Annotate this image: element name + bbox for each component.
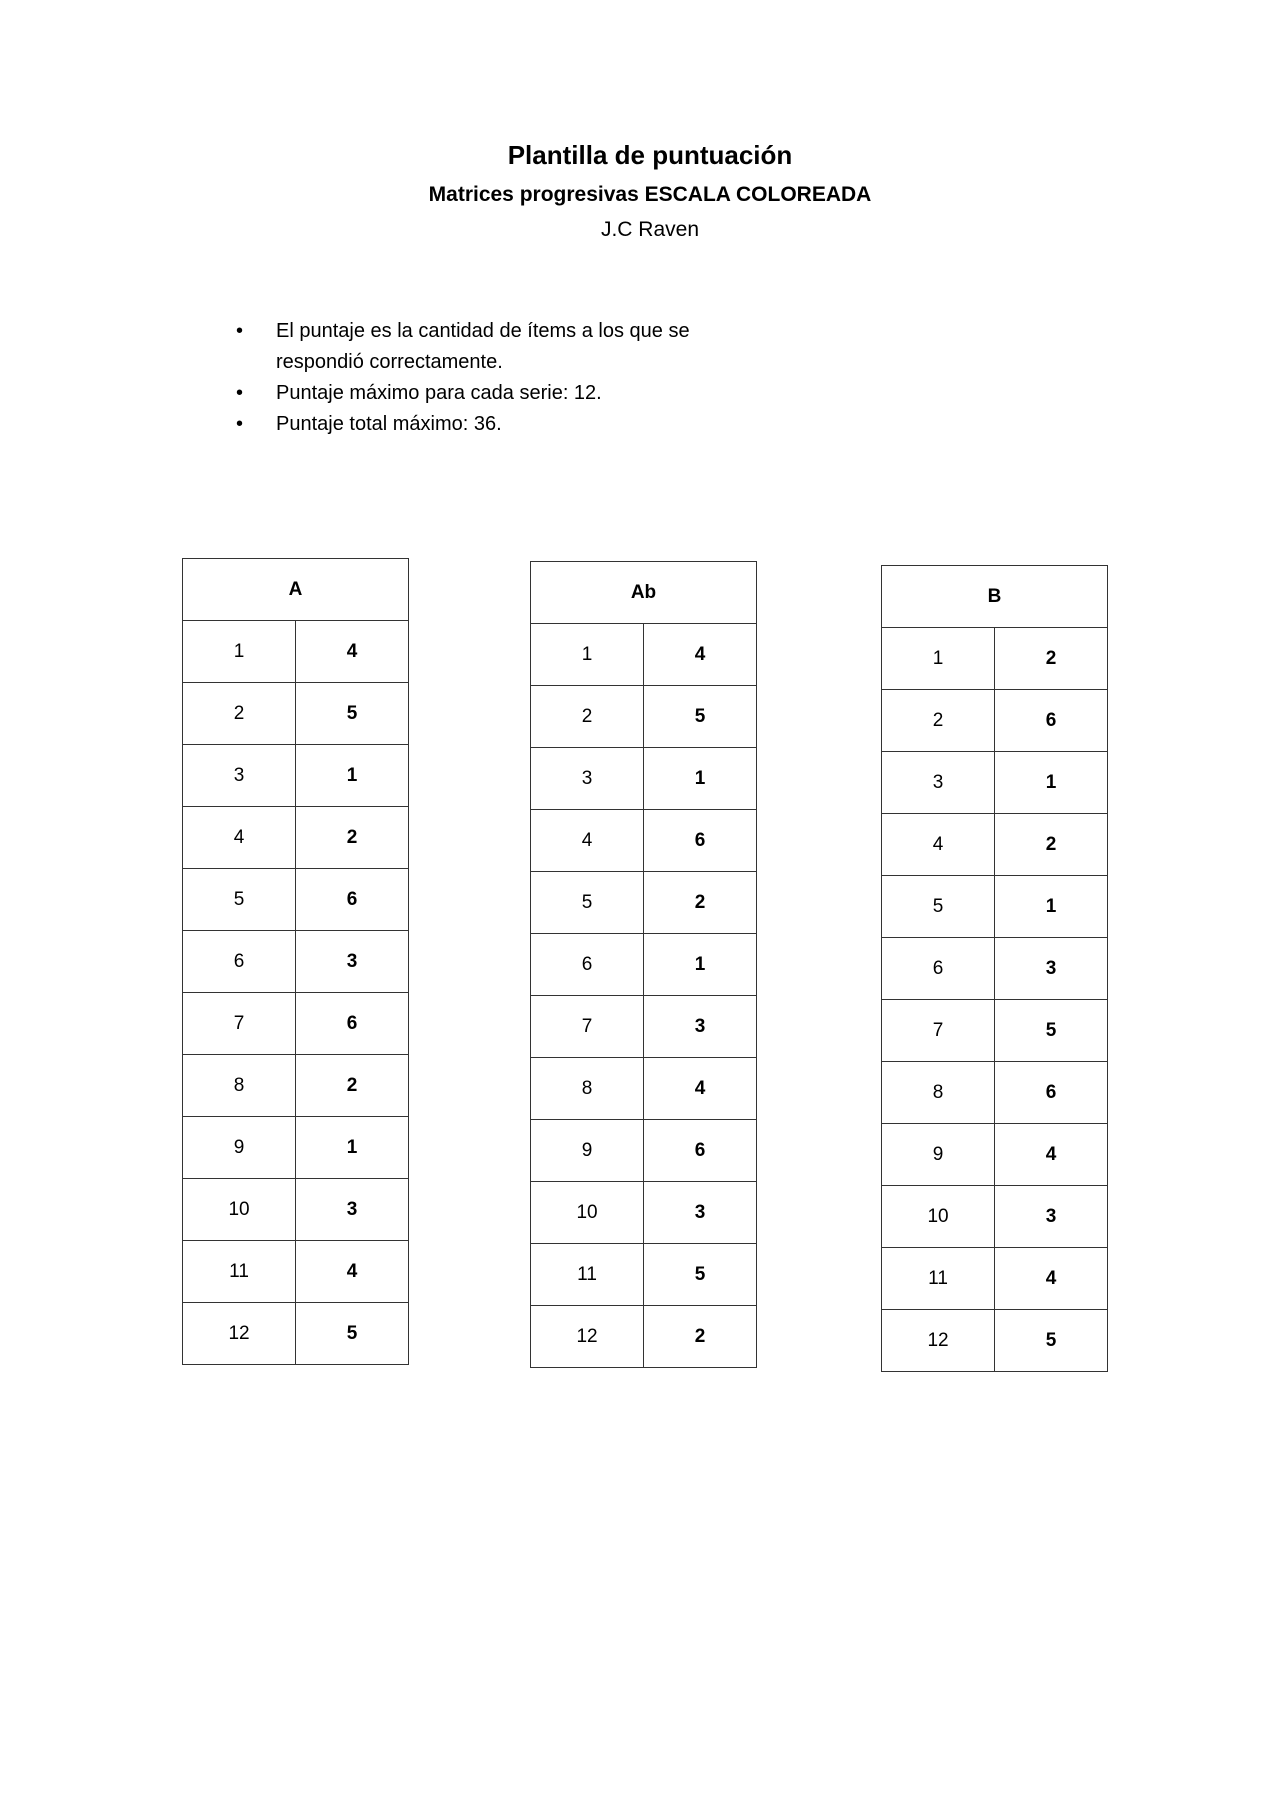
bullet-icon: •	[236, 320, 244, 342]
correct-answer: 1	[296, 1117, 409, 1179]
item-number: 12	[531, 1306, 644, 1368]
table-row	[531, 1244, 757, 1306]
correct-answer: 5	[644, 686, 757, 748]
item-number: 8	[882, 1062, 995, 1124]
table-row	[882, 690, 1108, 752]
item-number: 12	[882, 1310, 995, 1372]
item-number: 5	[531, 872, 644, 934]
table-row	[531, 934, 757, 996]
table-row	[882, 1000, 1108, 1062]
table-row	[183, 931, 409, 993]
table-row	[183, 869, 409, 931]
table-row	[882, 1186, 1108, 1248]
correct-answer: 3	[644, 996, 757, 1058]
series-table-a	[182, 558, 409, 1365]
table-row	[882, 938, 1108, 1000]
table-row	[183, 683, 409, 745]
table-row	[882, 1248, 1108, 1310]
table-row	[183, 1055, 409, 1117]
series-table-b	[881, 565, 1108, 1372]
table-row	[531, 810, 757, 872]
series-table-ab	[530, 561, 757, 1368]
item-number: 1	[531, 624, 644, 686]
correct-answer: 6	[644, 810, 757, 872]
item-number: 4	[882, 814, 995, 876]
item-number: 1	[882, 628, 995, 690]
correct-answer: 2	[644, 1306, 757, 1368]
table-row	[882, 628, 1108, 690]
correct-answer: 6	[296, 869, 409, 931]
table-row	[882, 876, 1108, 938]
table-row	[183, 1241, 409, 1303]
correct-answer: 5	[296, 683, 409, 745]
notes-list	[236, 316, 756, 440]
page-subtitle: Matrices progresivas ESCALA COLOREADA	[428, 183, 872, 206]
item-number: 7	[882, 1000, 995, 1062]
correct-answer: 3	[296, 1179, 409, 1241]
correct-answer: 1	[995, 876, 1108, 938]
item-number: 4	[183, 807, 296, 869]
item-number: 2	[531, 686, 644, 748]
correct-answer: 1	[644, 748, 757, 810]
table-row	[531, 686, 757, 748]
item-number: 9	[882, 1124, 995, 1186]
item-number: 11	[531, 1244, 644, 1306]
item-number: 11	[882, 1248, 995, 1310]
item-number: 12	[183, 1303, 296, 1365]
table-row	[882, 814, 1108, 876]
table-row	[531, 1058, 757, 1120]
note-item: • Puntaje máximo para cada serie: 12.	[236, 378, 756, 409]
table-row	[882, 1310, 1108, 1372]
table-row	[183, 621, 409, 683]
series-header: Ab	[531, 562, 757, 624]
bullet-icon: •	[236, 413, 244, 435]
correct-answer: 4	[296, 621, 409, 683]
item-number: 2	[882, 690, 995, 752]
correct-answer: 1	[644, 934, 757, 996]
page-title: Plantilla de puntuación	[507, 140, 793, 170]
series-header: B	[882, 566, 1108, 628]
item-number: 4	[531, 810, 644, 872]
item-number: 6	[882, 938, 995, 1000]
correct-answer: 5	[995, 1000, 1108, 1062]
item-number: 9	[183, 1117, 296, 1179]
note-item: • El puntaje es la cantidad de ítems a los que se respondió correctamente.	[236, 316, 756, 378]
correct-answer: 6	[644, 1120, 757, 1182]
table-row	[183, 993, 409, 1055]
table-row	[882, 1124, 1108, 1186]
correct-answer: 3	[995, 938, 1108, 1000]
correct-answer: 3	[995, 1186, 1108, 1248]
correct-answer: 4	[296, 1241, 409, 1303]
correct-answer: 4	[644, 624, 757, 686]
table-row	[531, 1306, 757, 1368]
item-number: 8	[531, 1058, 644, 1120]
correct-answer: 4	[644, 1058, 757, 1120]
item-number: 11	[183, 1241, 296, 1303]
author: J.C Raven	[600, 218, 700, 241]
table-row	[531, 624, 757, 686]
correct-answer: 5	[644, 1244, 757, 1306]
note-item: • Puntaje total máximo: 36.	[236, 409, 756, 440]
table-row	[531, 872, 757, 934]
item-number: 5	[882, 876, 995, 938]
item-number: 3	[531, 748, 644, 810]
table-row	[531, 748, 757, 810]
item-number: 8	[183, 1055, 296, 1117]
correct-answer: 1	[995, 752, 1108, 814]
table-row	[531, 1120, 757, 1182]
correct-answer: 6	[296, 993, 409, 1055]
item-number: 9	[531, 1120, 644, 1182]
table-row	[882, 1062, 1108, 1124]
bullet-icon: •	[236, 382, 244, 404]
table-row	[882, 752, 1108, 814]
item-number: 2	[183, 683, 296, 745]
correct-answer: 2	[296, 807, 409, 869]
item-number: 10	[531, 1182, 644, 1244]
correct-answer: 4	[995, 1124, 1108, 1186]
correct-answer: 6	[995, 690, 1108, 752]
item-number: 5	[183, 869, 296, 931]
item-number: 3	[882, 752, 995, 814]
table-row	[183, 1179, 409, 1241]
table-row	[531, 996, 757, 1058]
table-row	[183, 1303, 409, 1365]
correct-answer: 2	[995, 814, 1108, 876]
item-number: 6	[183, 931, 296, 993]
correct-answer: 2	[644, 872, 757, 934]
correct-answer: 2	[296, 1055, 409, 1117]
correct-answer: 6	[995, 1062, 1108, 1124]
correct-answer: 3	[296, 931, 409, 993]
table-row	[531, 1182, 757, 1244]
table-row	[183, 1117, 409, 1179]
correct-answer: 5	[296, 1303, 409, 1365]
item-number: 10	[882, 1186, 995, 1248]
correct-answer: 3	[644, 1182, 757, 1244]
correct-answer: 2	[995, 628, 1108, 690]
table-row	[183, 807, 409, 869]
correct-answer: 4	[995, 1248, 1108, 1310]
item-number: 7	[531, 996, 644, 1058]
series-header: A	[183, 559, 409, 621]
item-number: 1	[183, 621, 296, 683]
item-number: 3	[183, 745, 296, 807]
correct-answer: 5	[995, 1310, 1108, 1372]
item-number: 6	[531, 934, 644, 996]
table-row	[183, 745, 409, 807]
correct-answer: 1	[296, 745, 409, 807]
item-number: 7	[183, 993, 296, 1055]
item-number: 10	[183, 1179, 296, 1241]
